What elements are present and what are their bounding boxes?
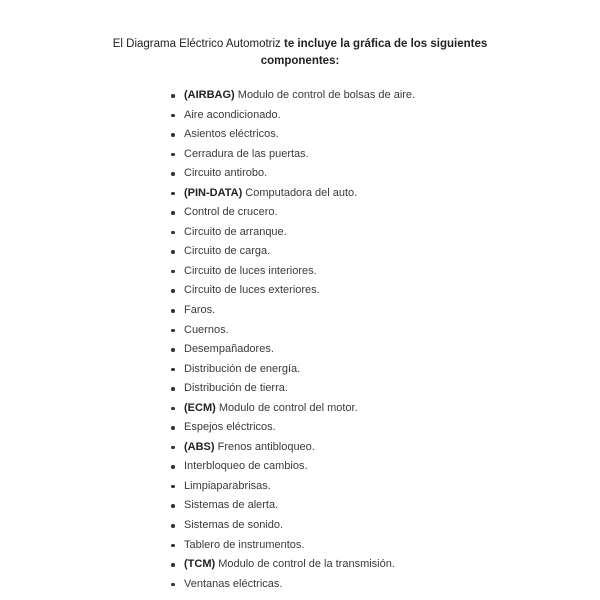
- component-label: Circuito de arranque.: [184, 225, 287, 238]
- bullet-icon: [171, 407, 175, 411]
- bullet-icon: [171, 153, 175, 157]
- component-code: (ABS): [184, 440, 215, 453]
- bullet-icon: [171, 368, 175, 372]
- bullet-icon: [171, 485, 175, 489]
- component-label: Desempañadores.: [184, 343, 274, 356]
- component-code: (ECM): [184, 401, 216, 414]
- list-item: [170, 340, 415, 360]
- list-item: [170, 379, 415, 399]
- list-item: [170, 575, 415, 595]
- component-label: Ventanas eléctricas.: [184, 577, 283, 590]
- list-item: [170, 281, 415, 301]
- list-item: [170, 125, 415, 145]
- bullet-icon: [171, 114, 175, 118]
- list-item: [170, 145, 415, 165]
- bullet-icon: [171, 563, 175, 567]
- component-label: Sistemas de sonido.: [184, 519, 284, 532]
- component-label: Aire acondicionado.: [184, 108, 281, 121]
- bullet-icon: [171, 446, 175, 450]
- intro-line-2: componentes:: [260, 55, 340, 67]
- component-label: Cerradura de las puertas.: [184, 147, 309, 160]
- bullet-icon: [171, 289, 175, 293]
- bullet-icon: [171, 544, 175, 548]
- component-code: (TCM): [184, 558, 216, 571]
- component-label: Modulo de control de la transmisión.: [215, 558, 395, 571]
- list-item: [170, 86, 415, 106]
- bullet-icon: [171, 270, 175, 274]
- list-item: [170, 262, 415, 282]
- component-label: Tablero de instrumentos.: [184, 538, 305, 551]
- component-label: Limpiaparabrisas.: [184, 479, 271, 492]
- list-item: [170, 399, 415, 419]
- bullet-icon: [171, 387, 175, 391]
- list-item: [170, 555, 415, 575]
- bullet-icon: [171, 309, 175, 313]
- component-code: (AIRBAG): [184, 89, 235, 101]
- list-item: [170, 536, 415, 556]
- bullet-icon: [171, 250, 175, 254]
- bullet-icon: [171, 172, 175, 176]
- component-code: (PIN-DATA): [184, 186, 243, 199]
- bullet-icon: [171, 504, 175, 508]
- component-label: Distribución de energía.: [184, 362, 301, 375]
- list-item: [170, 418, 415, 438]
- component-label: Circuito de luces exteriores.: [184, 284, 320, 297]
- list-item: [170, 301, 415, 321]
- component-label: Sistemas de alerta.: [184, 499, 279, 512]
- component-label: Modulo de control del motor.: [215, 401, 358, 414]
- bullet-icon: [171, 211, 175, 215]
- list-item: [170, 106, 415, 126]
- component-label: Asientos eléctricos.: [184, 128, 279, 141]
- list-item: [170, 164, 415, 184]
- component-label: Frenos antibloqueo.: [214, 440, 315, 453]
- list-item: [170, 321, 415, 341]
- component-label: Circuito de luces interiores.: [184, 264, 317, 277]
- bullet-icon: [171, 348, 175, 352]
- bullet-icon: [171, 583, 175, 587]
- bullet-icon: [171, 329, 175, 333]
- bullet-icon: [171, 94, 175, 98]
- bullet-icon: [171, 426, 175, 430]
- bullet-icon: [171, 231, 175, 235]
- component-label: Modulo de control de bolsas de aire.: [234, 89, 416, 101]
- component-label: Espejos eléctricos.: [184, 421, 276, 434]
- bullet-icon: [171, 192, 175, 196]
- list-item: [170, 223, 415, 243]
- components-list: [170, 86, 415, 594]
- component-label: Interbloqueo de cambios.: [184, 460, 308, 473]
- intro-plain-text: El Diagrama Eléctrico Automotriz: [112, 38, 285, 50]
- intro-heading: [0, 36, 600, 70]
- bullet-icon: [171, 133, 175, 137]
- intro-line-1: [0, 36, 600, 53]
- intro-bold-text: te incluye la gráfica de los siguientes: [284, 38, 488, 50]
- component-label: Circuito de carga.: [184, 245, 271, 258]
- list-item: [170, 477, 415, 497]
- component-label: Circuito antirobo.: [184, 167, 268, 180]
- component-label: Distribución de tierra.: [184, 382, 288, 395]
- list-item: [170, 360, 415, 380]
- component-label: Computadora del auto.: [242, 186, 358, 199]
- list-item: [170, 438, 415, 458]
- bullet-icon: [171, 524, 175, 528]
- component-label: Cuernos.: [184, 323, 229, 336]
- component-label: Faros.: [184, 304, 216, 317]
- bullet-icon: [171, 465, 175, 469]
- list-item: [170, 457, 415, 477]
- list-item: [170, 242, 415, 262]
- list-item: [170, 203, 415, 223]
- list-item: [170, 184, 415, 204]
- list-item: [170, 496, 415, 516]
- list-item: [170, 516, 415, 536]
- component-label: Control de crucero.: [184, 206, 278, 219]
